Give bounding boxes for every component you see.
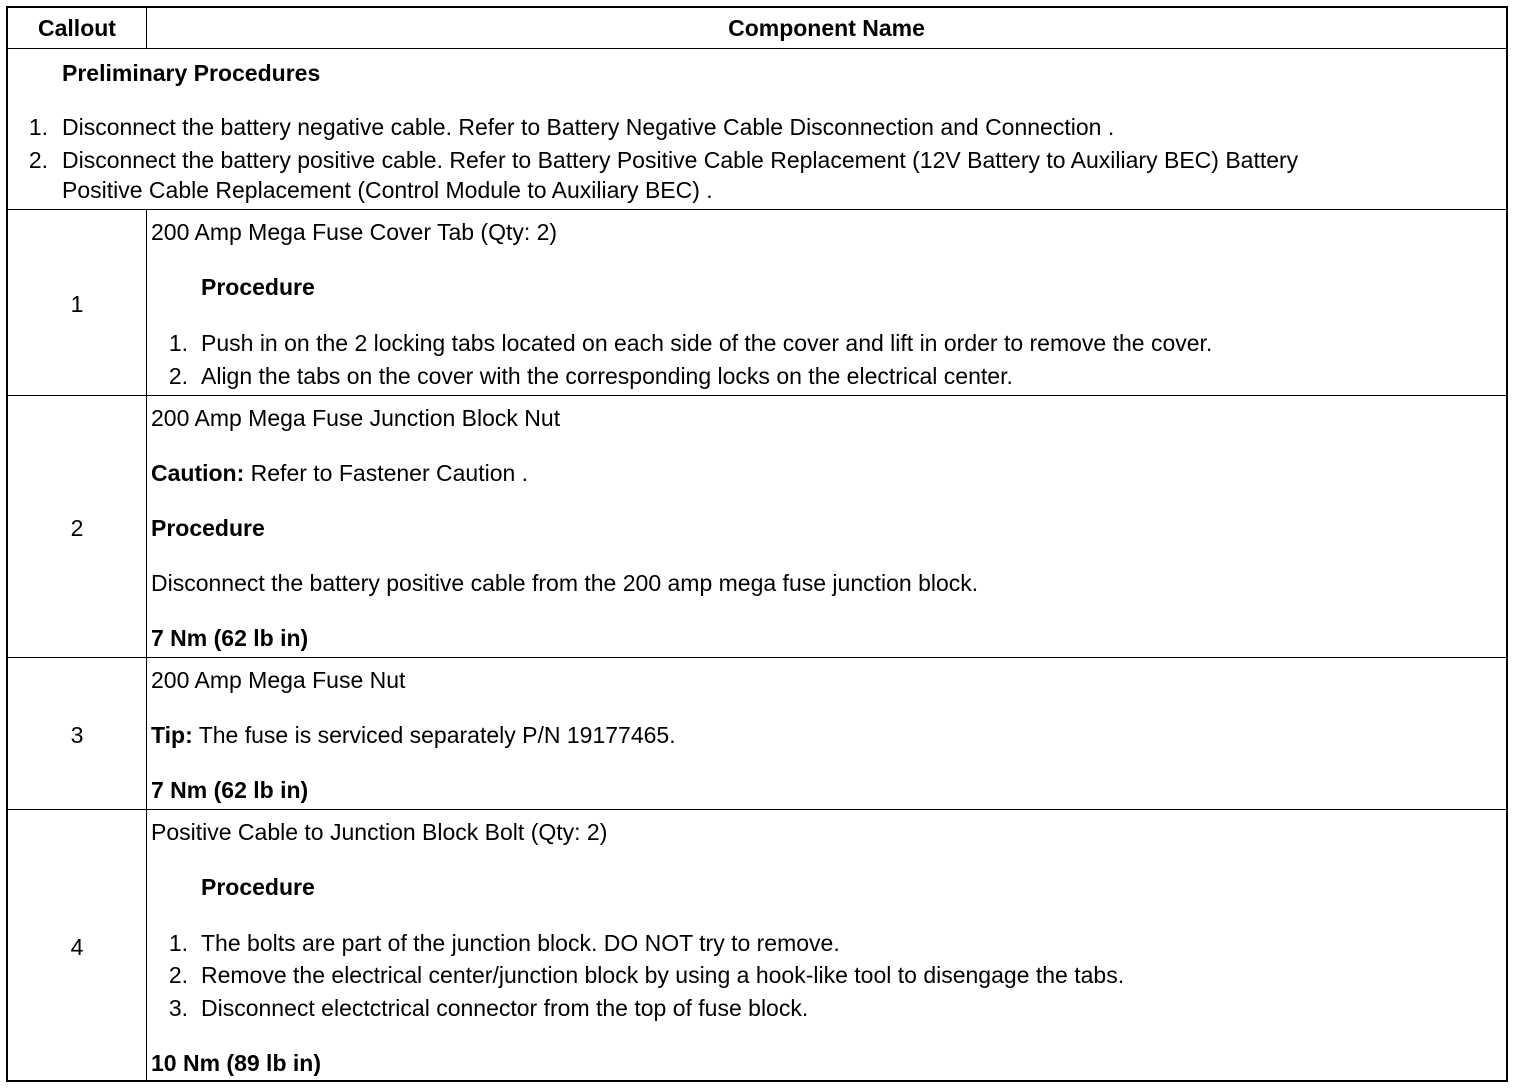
step-number: 2. <box>168 363 188 389</box>
torque-spec: 7 Nm (62 lb in) <box>151 777 309 803</box>
step-text: The bolts are part of the junction block. DO NOT try to remove. <box>201 930 840 956</box>
preliminary-step-number: 2. <box>28 147 48 173</box>
caution-note <box>151 459 528 487</box>
tip-note <box>151 721 676 749</box>
step-text: Push in on the 2 locking tabs located on each side of the cover and lift in order to remove the cover. <box>201 330 1213 356</box>
procedure-label: Procedure <box>201 874 315 900</box>
preliminary-step-text: Disconnect the battery negative cable. Refer to Battery Negative Cable Disconnection and Connection . <box>62 114 1115 140</box>
tip-label: Tip: <box>151 722 193 748</box>
step-text: Remove the electrical center/junction block by using a hook-like tool to disengage the tabs. <box>201 962 1125 988</box>
component-name: 200 Amp Mega Fuse Nut <box>151 667 406 693</box>
callout-number: 4 <box>70 934 84 960</box>
table-row <box>8 209 1506 395</box>
step-number: 2. <box>168 962 188 988</box>
procedure-label: Procedure <box>201 274 315 300</box>
procedure-table <box>6 6 1508 1082</box>
caution-text: Refer to Fastener Caution . <box>244 460 529 486</box>
callout-number: 1 <box>70 291 84 317</box>
procedure-label: Procedure <box>151 515 265 541</box>
step-number: 3. <box>168 995 188 1021</box>
table-row <box>8 395 1506 657</box>
caution-label: Caution: <box>151 460 245 486</box>
component-name: 200 Amp Mega Fuse Junction Block Nut <box>151 405 561 431</box>
preliminary-step-text: Positive Cable Replacement (Control Module to Auxiliary BEC) . <box>62 177 713 203</box>
preliminary-step-number: 1. <box>28 114 48 140</box>
callout-number: 3 <box>70 722 84 748</box>
preliminary-step-text: Disconnect the battery positive cable. Refer to Battery Positive Cable Replacement (12V Battery to Auxiliary BEC) Battery <box>62 147 1299 173</box>
preliminary-row <box>8 48 1506 209</box>
torque-spec: 10 Nm (89 lb in) <box>151 1050 321 1076</box>
header-component-name: Component Name <box>728 14 925 41</box>
step-text: Disconnect electctrical connector from the top of fuse block. <box>201 995 809 1021</box>
step-text: Align the tabs on the cover with the corresponding locks on the electrical center. <box>201 363 1013 389</box>
procedure-text: Disconnect the battery positive cable from the 200 amp mega fuse junction block. <box>151 570 979 596</box>
callout-number: 2 <box>70 515 84 541</box>
header-callout: Callout <box>38 14 116 41</box>
step-number: 1. <box>168 330 188 356</box>
tip-text: The fuse is serviced separately P/N 19177465. <box>192 722 676 748</box>
table-row <box>8 809 1506 1082</box>
torque-spec: 7 Nm (62 lb in) <box>151 625 309 651</box>
step-number: 1. <box>168 930 188 956</box>
component-name: 200 Amp Mega Fuse Cover Tab (Qty: 2) <box>151 219 558 245</box>
component-name: Positive Cable to Junction Block Bolt (Qty: 2) <box>151 819 608 845</box>
preliminary-title: Preliminary Procedures <box>62 60 321 86</box>
table-row <box>8 657 1506 809</box>
